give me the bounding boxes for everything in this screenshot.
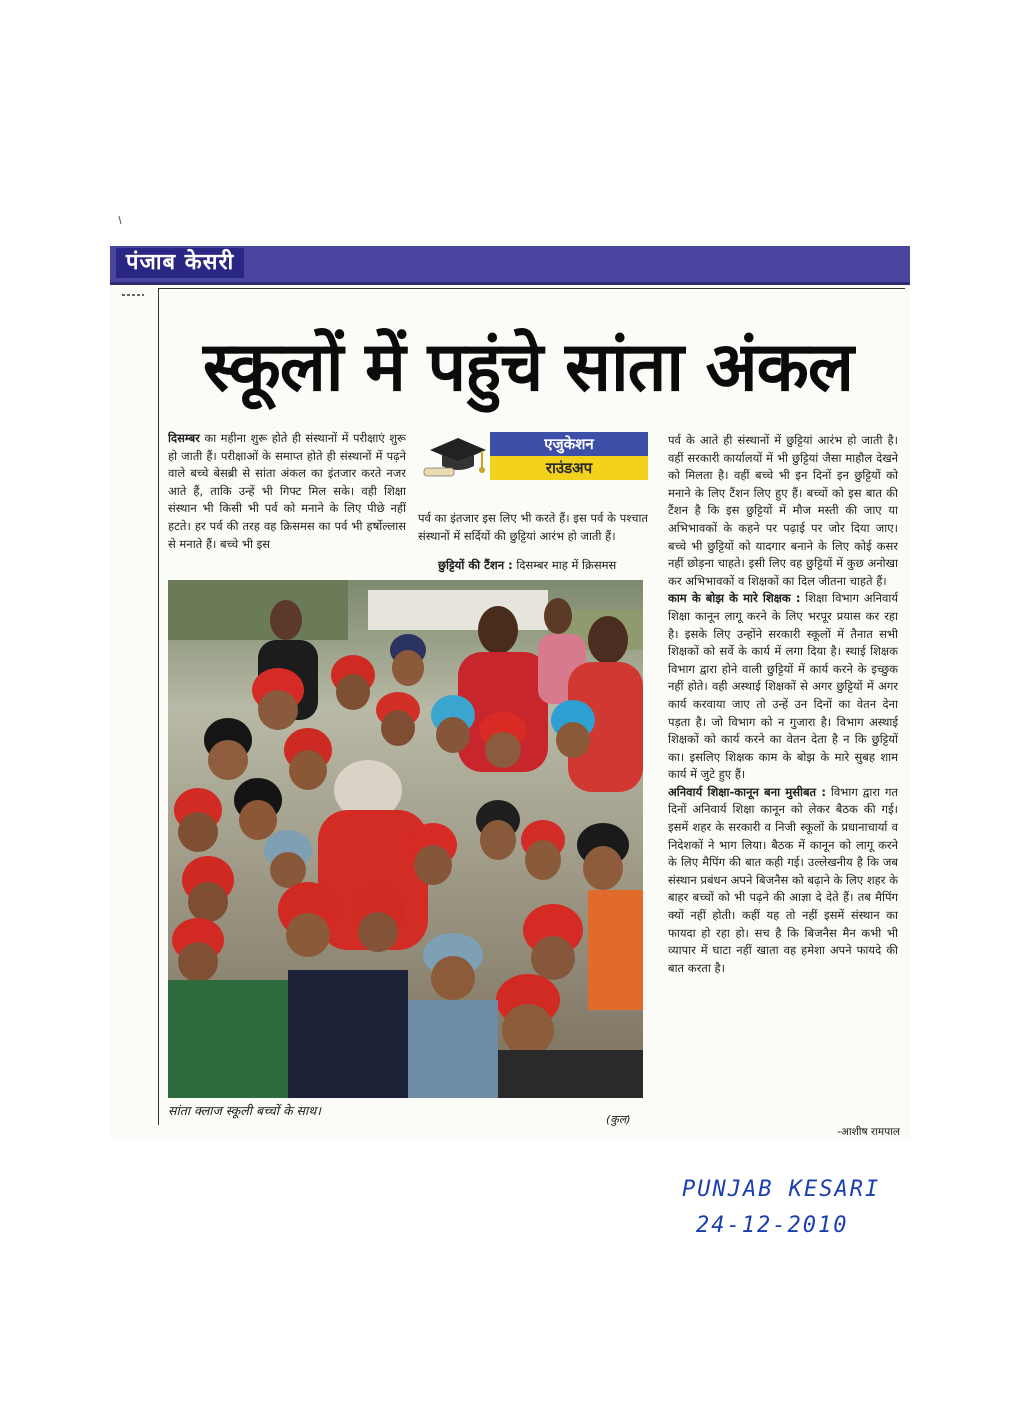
column-right-p3: विभाग द्वारा गत दिनों अनिवार्य शिक्षा कानून को लेकर बैठक की गई। इसमें शहर के सरकारी व निजी स्कूलों के प्रधानाचार्या व निदेशकों ने भाग लिया। बैठक में कानून को लागू करने के लिए मैपिंग की बात कही गई। उल्लेखनीय है कि जब संस्थान प्रबंधन अपने बिजनैस को बढ़ाने के लिए शहर के बाहर बच्चों को भी पढ़ने की आज्ञा दे देते हैं। तब मैपिंग क्यों नहीं होती। कहीं यह तो नहीं इसमें संस्थान का फायदा हो रहा हो। सच है कि बिजनैस मैन कभी भी व्यापार में घाटा नहीं खाता वह हमेशा अपने फायदे की बात करता है। bbox=[668, 784, 898, 975]
graduation-cap-icon bbox=[422, 432, 494, 480]
column-right-p2: शिक्षा विभाग अनिवार्य शिक्षा कानून लागू करने के लिए भरपूर प्रयास कर रहा है। इसके लिए उन्होंने सरकारी स्कूलों में तैनात सभी शिक्षकों को सर्वे के कार्य में लगा दिया है। स्थाई शिक्षक विभाग द्वारा होने वाली छुट्टियों में कार्य करने के इच्छुक नहीं होते। वही अस्थाई शिक्षकों से अगर छुट्टियों में अगर कार्य करवाया जाए तो उन्हें उन दिनों का वेतन देना पड़ता है। जो विभाग को न गुजारा है। विभाग अस्थाई शिक्षकों को कार्य करने का वेतन देता है न कि छुट्टियों का। इसलिए शिक्षक काम के बोझ के मारे सुबह शाम कार्य में जुटे हुए हैं। bbox=[668, 591, 898, 782]
lead-word: दिसम्बर bbox=[168, 431, 200, 445]
photo-credit: (कुल) bbox=[606, 1113, 631, 1126]
column-middle-text: पर्व का इंतजार इस लिए भी करते हैं। इस पर्व के पश्चात संस्थानों में सर्दियों की छुट्टियां आरंभ हो जाती हैं। bbox=[418, 511, 648, 543]
column-left-text: का महीना शुरू होते ही संस्थानों में परीक्षाएं शुरू हो जाती हैं। परीक्षाओं के समाप्त होते ही संस्थानों में पढ़ने वाले बच्चे बेसब्री से सांता अंकल का इंतजार करते नजर आते हैं, ताकि उन्हें भी गिफ्ट मिल सके। वही शिक्षा संस्थान भी किसी भी पर्व को मनाने के लिए पीछे नहीं हटते। हर पर्व की तरह वह क्रिसमस का पर्व भी हर्षोल्लास से मनाते हैं। बच्चे भी इस bbox=[168, 431, 406, 551]
author-byline: -आशीष रामपाल bbox=[837, 1126, 900, 1138]
column-left bbox=[168, 430, 406, 570]
masthead-name: पंजाब केसरी bbox=[116, 248, 244, 278]
handwritten-paper-name: PUNJAB KESARI bbox=[682, 1177, 881, 1202]
subhead-education-law: अनिवार्य शिक्षा-कानून बना मुसीबत : bbox=[668, 784, 826, 799]
photo-caption: सांता क्लाज स्कूली बच्चों के साथ। bbox=[168, 1103, 321, 1118]
article-headline: स्कूलों में पहुंचे सांता अंकल bbox=[203, 328, 853, 407]
scan-mark bbox=[118, 216, 122, 224]
handwritten-date: 24-12-2010 bbox=[696, 1213, 849, 1238]
column-right-p1: पर्व के आते ही संस्थानों में छुट्टियां आरंभ हो जाती है। वहीं सरकारी कार्यालयों में भी छुट्टियां जैसा माहौल देखने को मिलता है। वहीं बच्चे भी इन दिनों इन छुट्टियों को मनाने के लिए टैंशन लिए हुए हैं। बच्चों को इस बात की टैंशन है कि इस छुट्टियों में मौज मस्ती की जाए या अभिभावकों के कहने पर पढ़ाई पर जोर दिया जाए। बच्चे भी छुट्टियों को यादगार बनाने के लिए कोई कसर नहीं छोड़ना चाहते। इसी लिए वह छुट्टियों में कुछ अनोखा कर अभिभावकों व शिक्षकों का दिल जीतना चाहते हैं। bbox=[668, 433, 898, 588]
column-right bbox=[668, 432, 898, 1132]
handwritten-source-note bbox=[682, 1172, 892, 1252]
banner-line-1: एजुकेशन bbox=[490, 432, 648, 456]
banner-line-2: राउंडअप bbox=[490, 456, 648, 480]
santa-with-children-photo bbox=[168, 580, 643, 1098]
subhead-text: दिसम्बर माह में क्रिसमस bbox=[512, 558, 617, 572]
dash-marks bbox=[122, 292, 144, 298]
subhead-holiday-tension bbox=[438, 556, 650, 574]
education-roundup-banner bbox=[418, 430, 648, 482]
subhead-teachers: काम के बोझ के मारे शिक्षक : bbox=[668, 591, 801, 606]
subhead-lead: छुट्टियों की टैंशन : bbox=[438, 558, 513, 572]
masthead-bar bbox=[110, 246, 910, 285]
